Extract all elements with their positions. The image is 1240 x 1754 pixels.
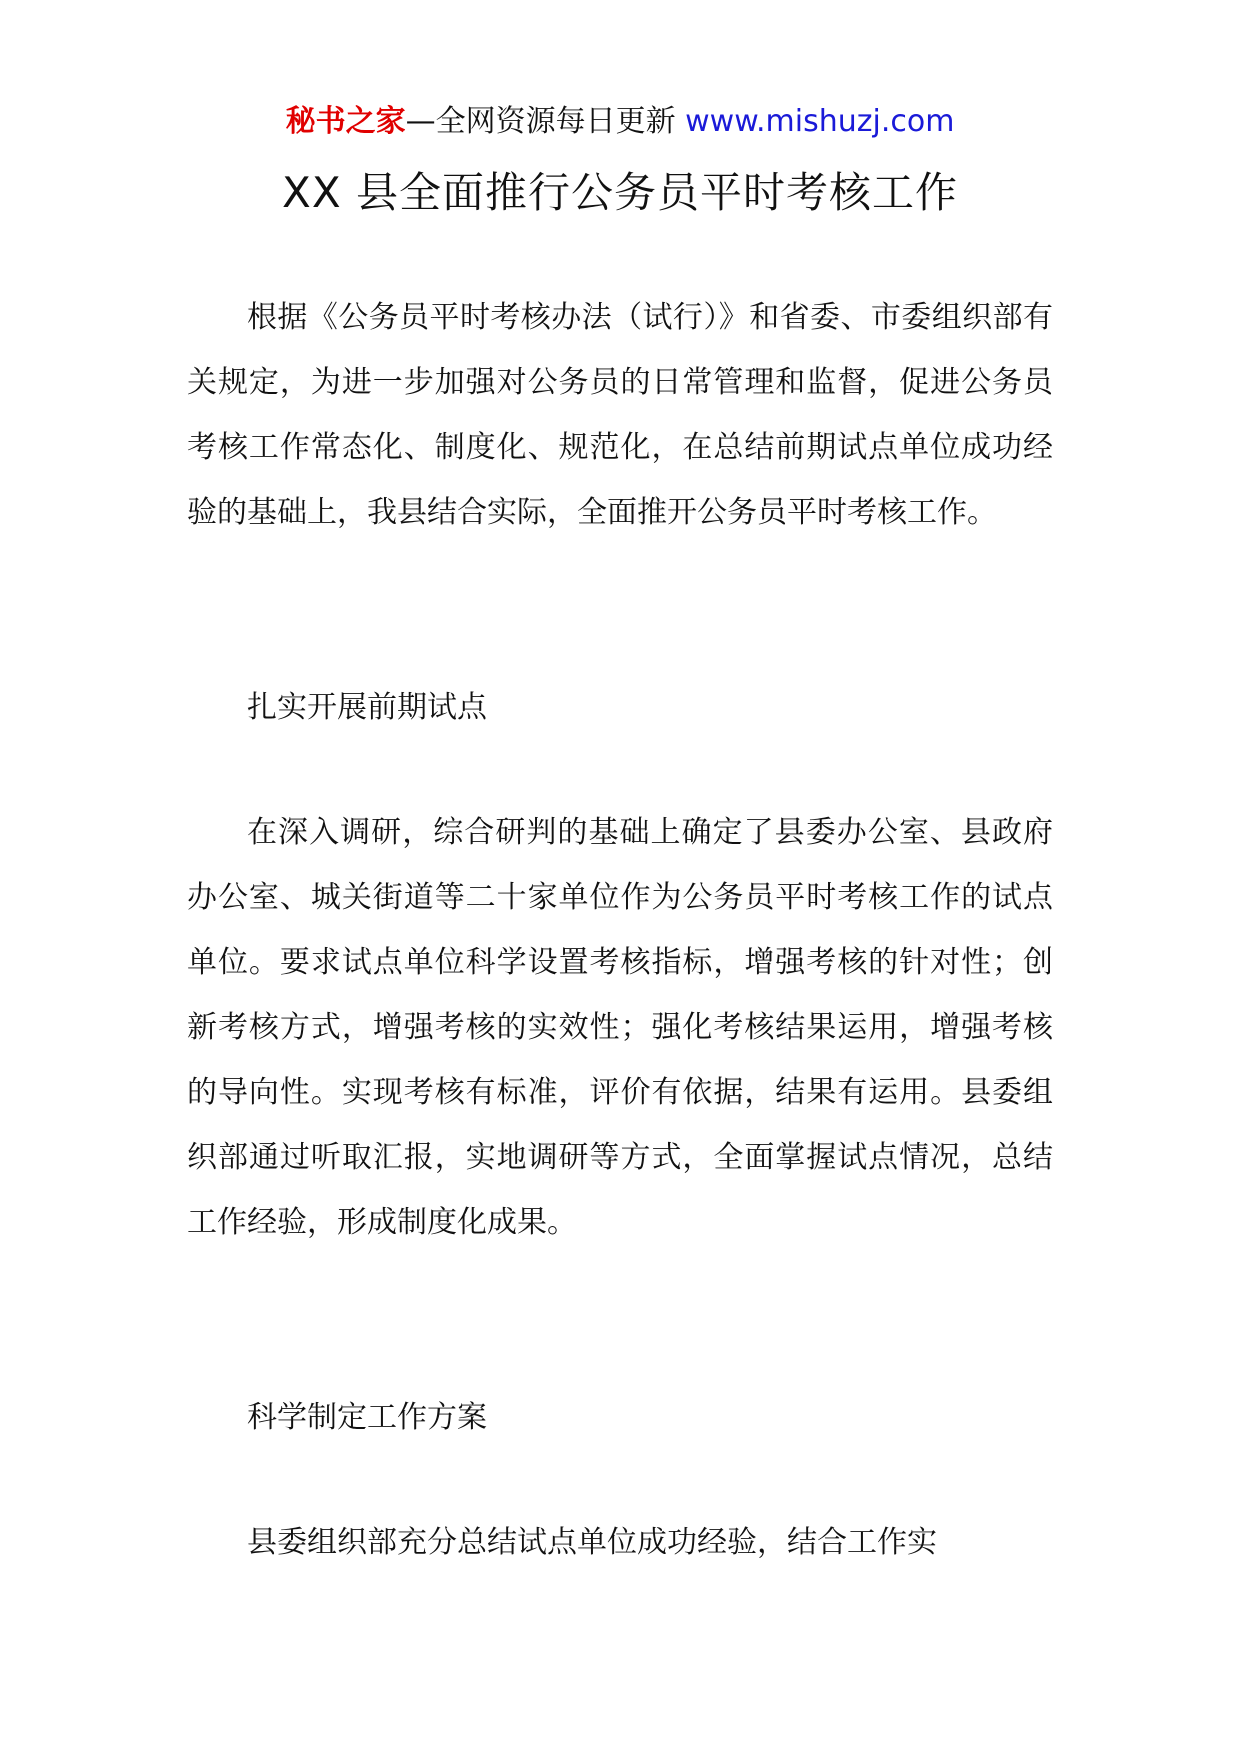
document-title: XX 县全面推行公务员平时考核工作 — [282, 168, 958, 217]
paragraph-intro: 根据《公务员平时考核办法（试行）》和省委、市委组织部有关规定，为进一步加强对公务员的日常管理和监督，促进公务员考核工作常态化、制度化、规范化，在总结前期试点单位成功经验的基础上，我县结合实际，全面推开公务员平时考核工作。 — [187, 300, 1053, 530]
header-tagline: —全网资源每日更新 — [405, 104, 686, 139]
section-heading-pilot: 扎实开展前期试点 — [247, 690, 487, 725]
site-url-link[interactable]: www.mishuzj.com — [685, 104, 955, 139]
site-header — [0, 100, 1240, 144]
section-heading-plan: 科学制定工作方案 — [247, 1400, 487, 1435]
paragraph-plan: 县委组织部充分总结试点单位成功经验，结合工作实 — [247, 1525, 937, 1560]
brand-name: 秘书之家 — [285, 104, 406, 139]
paragraph-pilot: 在深入调研，综合研判的基础上确定了县委办公室、县政府办公室、城关街道等二十家单位作为公务员平时考核工作的试点单位。要求试点单位科学设置考核指标，增强考核的针对性；创新考核方式，增强考核的实效性；强化考核结果运用，增强考核的导向性。实现考核有标准，评价有依据，结果有运用。县委组织部通过听取汇报，实地调研等方式，全面掌握试点情况，总结工作经验，形成制度化成果。 — [187, 815, 1053, 1240]
